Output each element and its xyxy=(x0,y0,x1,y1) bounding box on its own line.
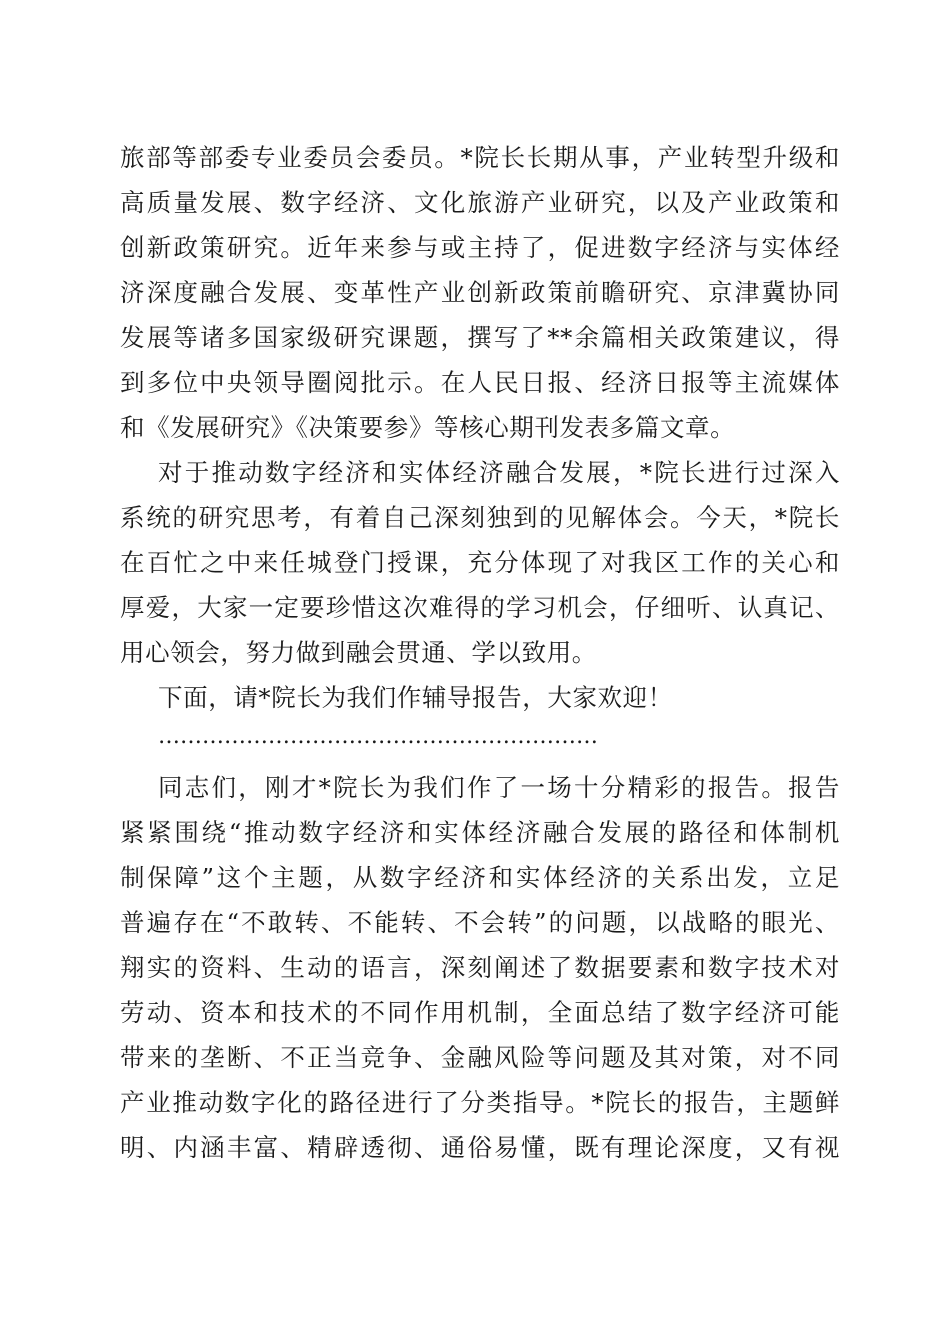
text-line: 到多位中央领导圈阅批示。在人民日报、经济日报等主流媒体 xyxy=(120,368,840,397)
text-line: 对于推动数字经济和实体经济融合发展，*院长进行过深入 xyxy=(158,458,840,487)
text-line: 旅部等部委专业委员会委员。*院长长期从事，产业转型升级和 xyxy=(120,143,840,172)
text-line: 同志们，刚才*院长为我们作了一场十分精彩的报告。报告 xyxy=(158,773,840,802)
text-line: 厚爱，大家一定要珍惜这次难得的学习机会，仔细听、认真记、 xyxy=(120,593,840,622)
text-line: 和《发展研究》《决策要参》等核心期刊发表多篇文章。 xyxy=(120,413,736,442)
text-line: 劳动、资本和技术的不同作用机制，全面总结了数字经济可能 xyxy=(120,998,840,1027)
text-line: 明、内涵丰富、精辟透彻、通俗易懂，既有理论深度，又有视 xyxy=(120,1133,840,1162)
text-line: 翔实的资料、生动的语言，深刻阐述了数据要素和数字技术对 xyxy=(120,953,840,982)
text-line: 用心领会，努力做到融会贯通、学以致用。 xyxy=(120,638,597,667)
text-line: 济深度融合发展、变革性产业创新政策前瞻研究、京津冀协同 xyxy=(120,278,840,307)
text-line: 带来的垄断、不正当竞争、金融风险等问题及其对策，对不同 xyxy=(120,1043,840,1072)
text-line: 系统的研究思考，有着自己深刻独到的见解体会。今天，*院长 xyxy=(120,503,840,532)
text-line: 高质量发展、数字经济、文化旅游产业研究，以及产业政策和 xyxy=(120,188,840,217)
text-line: 下面，请*院长为我们作辅导报告，大家欢迎！ xyxy=(158,683,673,712)
text-line: 普遍存在“不敢转、不能转、不会转”的问题，以战略的眼光、 xyxy=(120,908,840,937)
text-line: 紧紧围绕“推动数字经济和实体经济融合发展的路径和体制机 xyxy=(120,818,840,847)
text-line: 产业推动数字化的路径进行了分类指导。*院长的报告，主题鲜 xyxy=(120,1088,840,1117)
text-line: 制保障”这个主题，从数字经济和实体经济的关系出发，立足 xyxy=(120,863,840,892)
text-line: 发展等诸多国家级研究课题，撰写了**余篇相关政策建议，得 xyxy=(120,323,840,352)
text-line: 创新政策研究。近年来参与或主持了，促进数字经济与实体经 xyxy=(120,233,840,262)
text-line: 在百忙之中来任城登门授课，充分体现了对我区工作的关心和 xyxy=(120,548,840,577)
separator-dots: …………………………………………………… xyxy=(158,724,598,749)
